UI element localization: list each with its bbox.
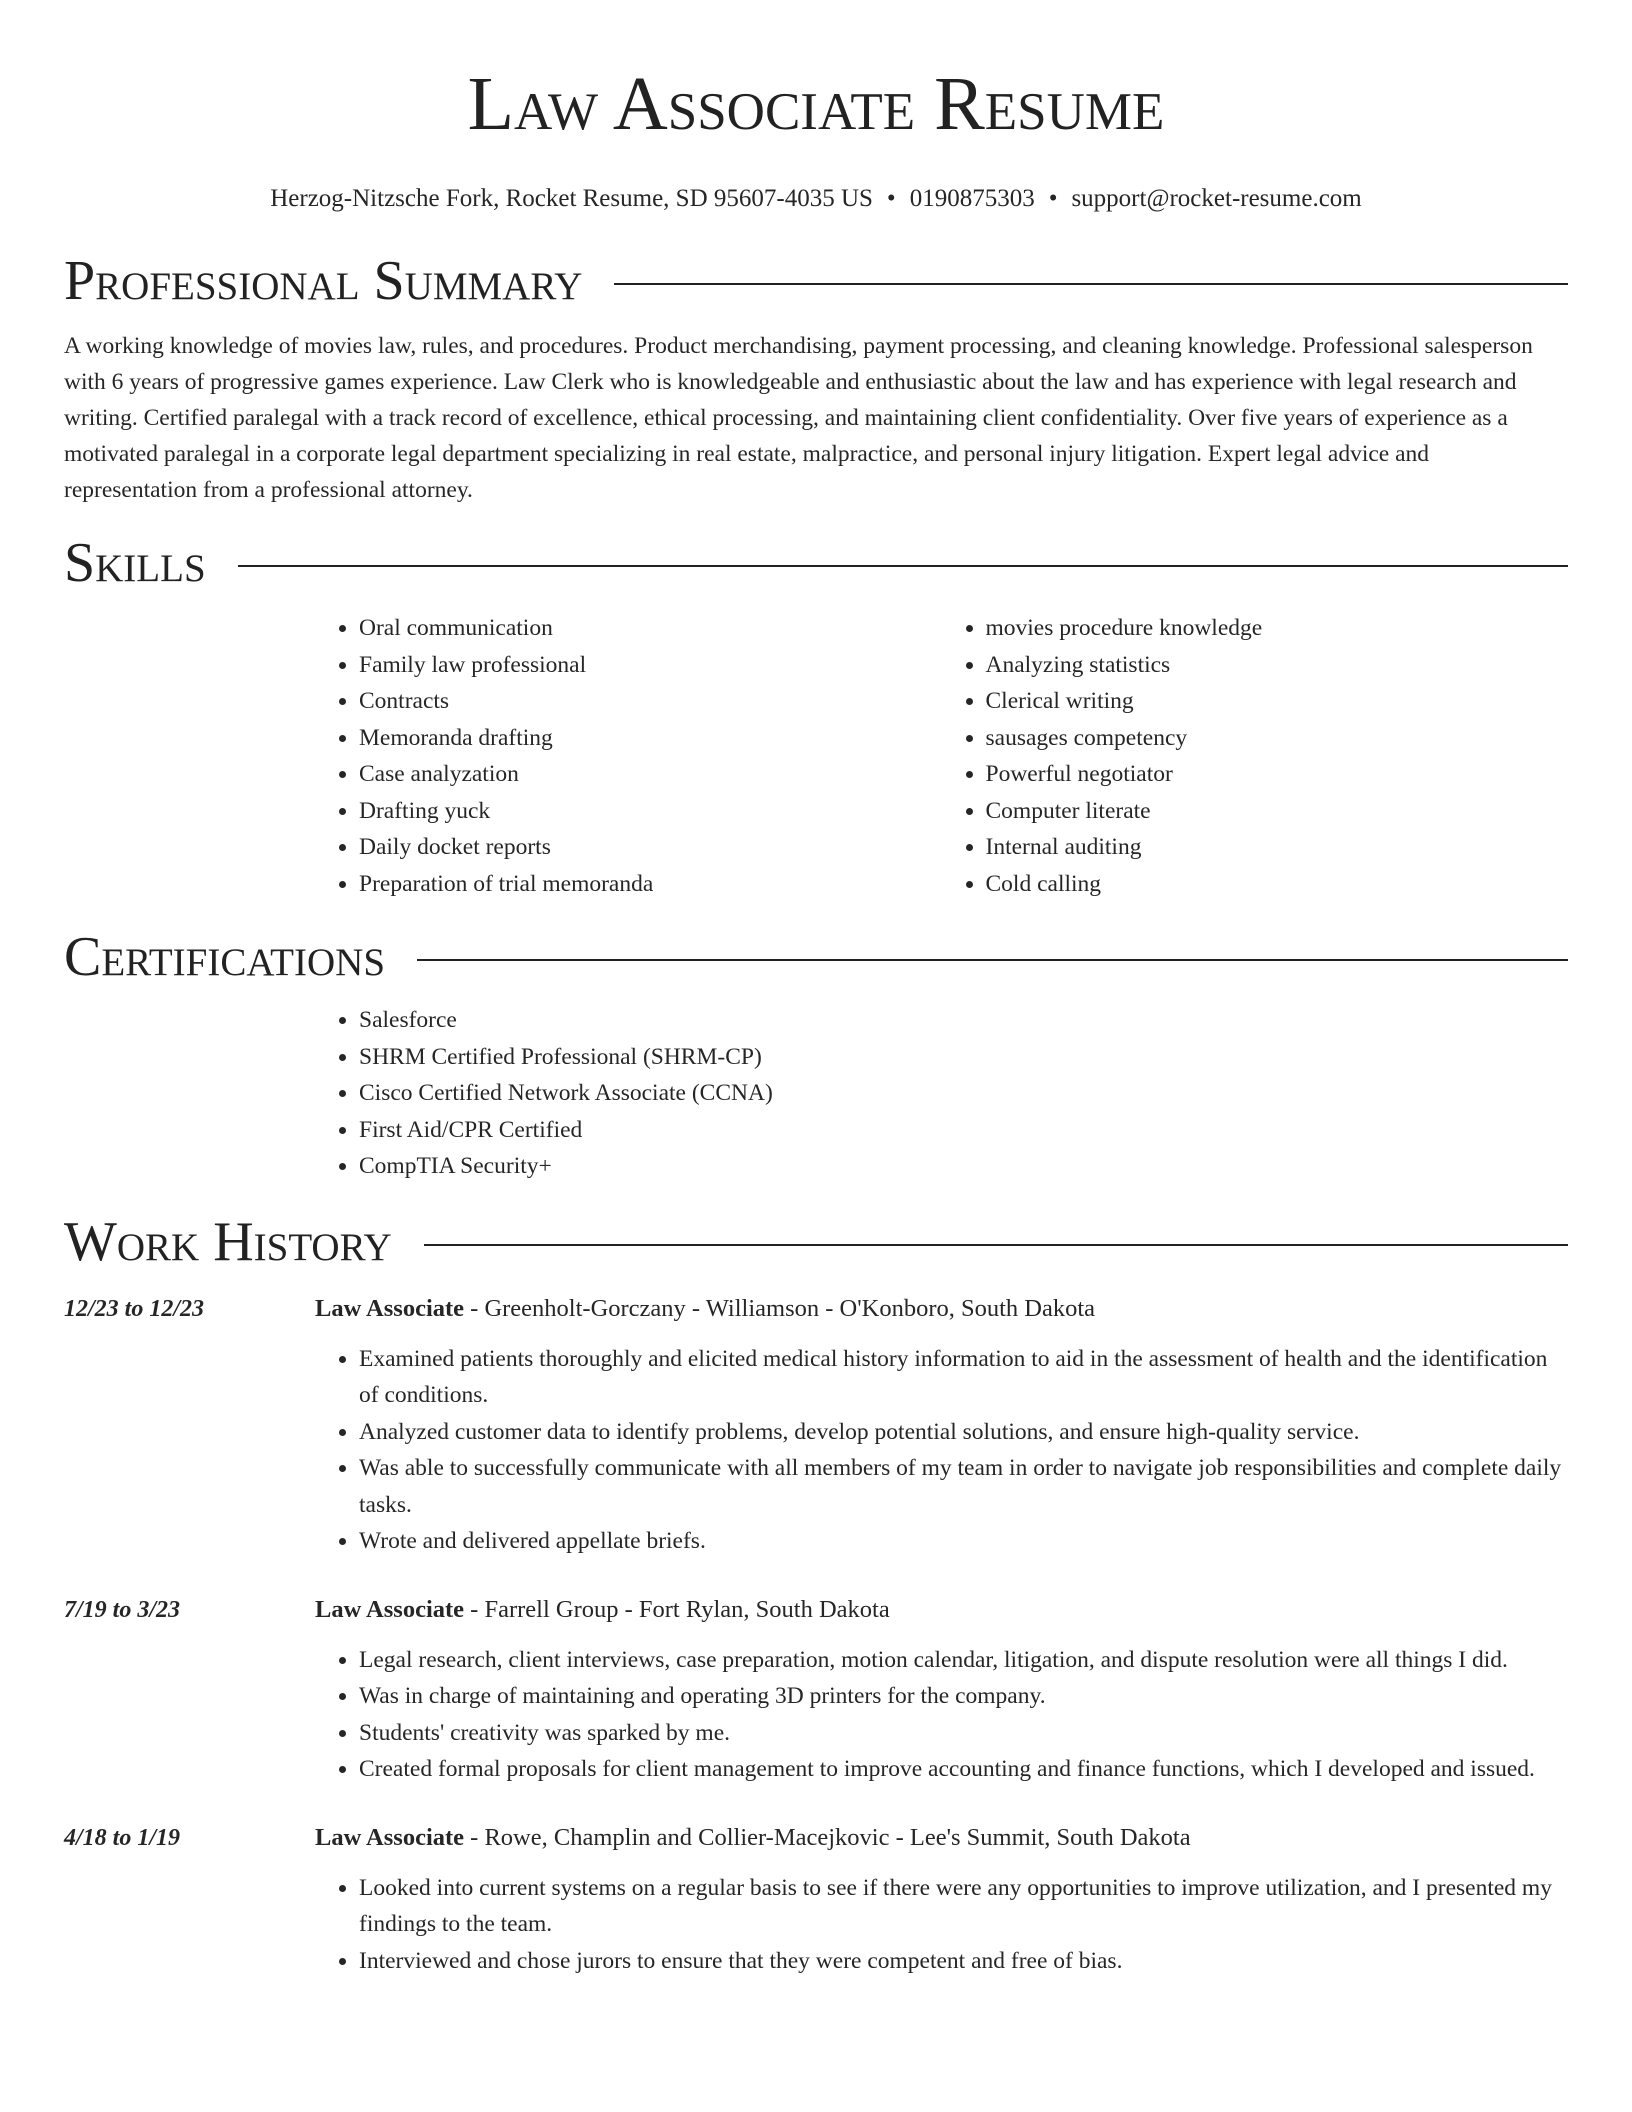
list-item: • Family law professional — [359, 647, 942, 684]
separator: • — [1048, 185, 1058, 212]
list-item: • movies procedure knowledge — [986, 610, 1569, 647]
list-item: • Salesforce — [359, 1002, 1568, 1039]
list-item: • Cisco Certified Network Associate (CCNA) — [359, 1075, 1568, 1112]
job-header — [64, 1592, 1568, 1628]
certifications-heading: Certifications — [64, 926, 386, 988]
work-heading: Work History — [64, 1210, 392, 1273]
section-divider — [424, 1244, 1568, 1246]
list-item: • Drafting yuck — [359, 793, 942, 830]
job-employer: - Farrell Group - Fort Rylan, South Dakota — [464, 1595, 890, 1623]
list-item: • Looked into current systems on a regular basis to see if there were any opportunities to improve utilization, and I presented my findings to the team. — [359, 1870, 1568, 1943]
job-employer: - Greenholt-Gorczany - Williamson - O'Konboro, South Dakota — [464, 1294, 1096, 1322]
job-title-line — [315, 1820, 1191, 1856]
job-title-line — [315, 1291, 1095, 1327]
list-item: • Case analyzation — [359, 756, 942, 793]
job-employer: - Rowe, Champlin and Collier-Macejkovic - Lee's Summit, South Dakota — [464, 1823, 1191, 1851]
job-header — [64, 1291, 1568, 1327]
job-title: Law Associate — [315, 1823, 465, 1851]
list-item: • Computer literate — [986, 793, 1569, 830]
resume-page — [64, 0, 1568, 1979]
certifications-section-header — [64, 924, 1568, 990]
list-item: • Was in charge of maintaining and operating 3D printers for the company. — [359, 1678, 1568, 1715]
resume-title: Law Associate Resume — [467, 62, 1165, 146]
certifications-list — [315, 1002, 1568, 1185]
job-bullets — [315, 1341, 1568, 1560]
summary-heading: Professional Summary — [64, 250, 583, 312]
job-date: 12/23 to 12/23 — [64, 1295, 205, 1322]
job-title: Law Associate — [315, 1294, 465, 1322]
job-date: 4/18 to 1/19 — [64, 1824, 181, 1851]
skills-list — [315, 610, 1568, 902]
skills-column-right — [942, 610, 1569, 902]
phone: 0190875303 — [909, 185, 1035, 212]
skills-section-header — [64, 530, 1568, 596]
list-item: • Was able to successfully communicate with all members of my team in order to navigate job responsibilities and complete daily tasks. — [359, 1450, 1568, 1523]
job-entry — [64, 1592, 1568, 1788]
list-item: • Legal research, client interviews, case preparation, motion calendar, litigation, and dispute resolution were all things I did. — [359, 1642, 1568, 1679]
skills-column-left — [315, 610, 942, 902]
job-title-line — [315, 1592, 890, 1628]
list-item: • Examined patients thoroughly and elicited medical history information to aid in the assessment of health and the identification of conditions. — [359, 1341, 1568, 1414]
list-item: • First Aid/CPR Certified — [359, 1112, 1568, 1149]
section-divider — [238, 565, 1568, 567]
list-item: • Cold calling — [986, 866, 1569, 903]
work-section-header — [64, 1209, 1568, 1275]
list-item: • Created formal proposals for client management to improve accounting and finance functions, which I developed and issued. — [359, 1751, 1568, 1788]
job-bullets — [315, 1870, 1568, 1980]
list-item: • Analyzed customer data to identify problems, develop potential solutions, and ensure high-quality service. — [359, 1414, 1568, 1451]
job-date: 7/19 to 3/23 — [64, 1596, 181, 1623]
list-item: • Internal auditing — [986, 829, 1569, 866]
list-item: • Students' creativity was sparked by me. — [359, 1715, 1568, 1752]
list-item: • Preparation of trial memoranda — [359, 866, 942, 903]
list-item: • Analyzing statistics — [986, 647, 1569, 684]
section-divider — [417, 959, 1568, 961]
list-item: • Oral communication — [359, 610, 942, 647]
job-title: Law Associate — [315, 1595, 465, 1623]
list-item: • sausages competency — [986, 720, 1569, 757]
list-item: • Clerical writing — [986, 683, 1569, 720]
list-item: • Contracts — [359, 683, 942, 720]
contact-line — [64, 184, 1568, 214]
section-divider — [614, 283, 1568, 285]
address: Herzog-Nitzsche Fork, Rocket Resume, SD 95607-4035 US — [270, 185, 873, 212]
list-item: • Interviewed and chose jurors to ensure that they were competent and free of bias. — [359, 1943, 1568, 1980]
job-bullets — [315, 1642, 1568, 1788]
list-item: • Powerful negotiator — [986, 756, 1569, 793]
job-entry — [64, 1291, 1568, 1560]
list-item: • SHRM Certified Professional (SHRM-CP) — [359, 1039, 1568, 1076]
job-entry — [64, 1820, 1568, 1980]
summary-text: A working knowledge of movies law, rules, and procedures. Product merchandising, payment processing, and cleaning knowledge. Professional salesperson with 6 years of progressive games experience. Law Clerk who is knowledgeable and enthusiastic about the law and has experience with legal research and writing. Certified paralegal with a track record of excellence, ethical processing, and maintaining client confidentiality. Over five years of experience as a motivated paralegal in a corporate legal department specializing in real estate, malpractice, and personal injury litigation. Expert legal advice and representation from a professional attorney. — [64, 333, 1533, 503]
list-item: • Wrote and delivered appellate briefs. — [359, 1523, 1568, 1560]
separator: • — [886, 185, 896, 212]
summary-section-header — [64, 248, 1568, 314]
email: support@rocket-resume.com — [1071, 185, 1362, 212]
skills-heading: Skills — [64, 532, 206, 594]
list-item: • Daily docket reports — [359, 829, 942, 866]
list-item: • CompTIA Security+ — [359, 1148, 1568, 1185]
list-item: • Memoranda drafting — [359, 720, 942, 757]
job-header — [64, 1820, 1568, 1856]
